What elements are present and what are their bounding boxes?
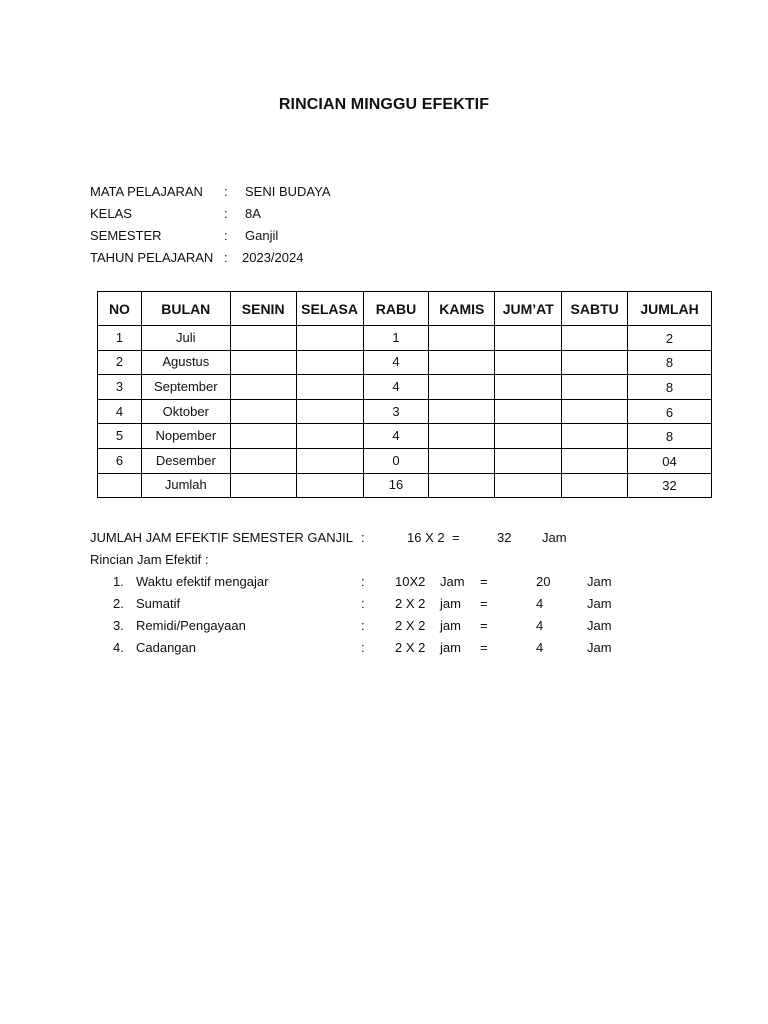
cell-no: 4 xyxy=(98,399,142,424)
cell-bulan: September xyxy=(141,375,230,400)
item-unit2: Jam xyxy=(587,574,612,589)
cell-bulan: Desember xyxy=(141,448,230,473)
effective-weeks-table xyxy=(97,291,712,498)
item-formula: 2 X 2 xyxy=(395,618,426,633)
item-unit2: Jam xyxy=(587,618,612,633)
header-jumat: JUM’AT xyxy=(495,292,562,326)
summary-total-value: 32 xyxy=(497,530,512,545)
item-number: 1. xyxy=(113,574,124,589)
header-senin: SENIN xyxy=(230,292,296,326)
cell-senin xyxy=(230,399,296,424)
info-label: TAHUN PELAJARAN xyxy=(90,250,214,265)
cell-no: 6 xyxy=(98,448,142,473)
item-colon: : xyxy=(361,618,365,633)
cell-rabu: 0 xyxy=(363,448,429,473)
summary-total-colon: : xyxy=(361,530,365,545)
item-unit: jam xyxy=(440,596,461,611)
cell-jumlah: 8 xyxy=(628,375,712,400)
cell-sabtu xyxy=(562,326,628,351)
cell-bulan: Juli xyxy=(141,326,230,351)
item-unit: jam xyxy=(440,618,461,633)
cell-selasa xyxy=(296,448,363,473)
table-row xyxy=(98,424,712,449)
cell-jumat xyxy=(495,326,562,351)
table-row xyxy=(98,326,712,351)
item-value: 20 xyxy=(536,574,551,589)
cell-no xyxy=(98,473,142,498)
cell-rabu: 4 xyxy=(363,350,429,375)
summary-total-unit: Jam xyxy=(542,530,567,545)
info-row-tahun-pelajaran xyxy=(90,248,490,270)
cell-jumlah: 8 xyxy=(628,350,712,375)
cell-no: 3 xyxy=(98,375,142,400)
header-bulan: BULAN xyxy=(141,292,230,326)
cell-rabu: 1 xyxy=(363,326,429,351)
cell-sabtu xyxy=(562,399,628,424)
table-row xyxy=(98,375,712,400)
list-item xyxy=(90,572,690,594)
cell-no: 2 xyxy=(98,350,142,375)
cell-sabtu xyxy=(562,350,628,375)
cell-bulan: Nopember xyxy=(141,424,230,449)
info-label: SEMESTER xyxy=(90,228,162,243)
summary-total-row xyxy=(90,528,690,550)
cell-kamis xyxy=(429,326,495,351)
summary-block xyxy=(90,528,690,660)
cell-bulan: Oktober xyxy=(141,399,230,424)
cell-senin xyxy=(230,424,296,449)
cell-jumlah: 6 xyxy=(628,399,712,424)
cell-selasa xyxy=(296,424,363,449)
summary-detail-heading: Rincian Jam Efektif : xyxy=(90,552,209,567)
item-unit2: Jam xyxy=(587,596,612,611)
info-colon: : xyxy=(224,250,228,265)
item-value: 4 xyxy=(536,596,544,611)
item-eq: = xyxy=(480,596,488,611)
item-label: Cadangan xyxy=(136,640,196,655)
cell-jumlah: 04 xyxy=(628,448,712,473)
summary-detail-heading-row xyxy=(90,550,690,572)
page-title: RINCIAN MINGGU EFEKTIF xyxy=(278,96,490,113)
cell-jumat xyxy=(495,375,562,400)
cell-kamis xyxy=(429,424,495,449)
list-item xyxy=(90,638,690,660)
cell-senin xyxy=(230,326,296,351)
item-label: Remidi/Pengayaan xyxy=(136,618,246,633)
info-block xyxy=(90,182,490,270)
cell-rabu: 16 xyxy=(363,473,429,498)
item-eq: = xyxy=(480,618,488,633)
cell-kamis xyxy=(429,375,495,400)
item-formula: 10X2 xyxy=(395,574,426,589)
cell-sabtu xyxy=(562,424,628,449)
cell-selasa xyxy=(296,375,363,400)
cell-senin xyxy=(230,448,296,473)
info-label: KELAS xyxy=(90,206,132,221)
item-unit2: Jam xyxy=(587,640,612,655)
item-colon: : xyxy=(361,596,365,611)
cell-senin xyxy=(230,350,296,375)
info-colon: : xyxy=(224,206,228,221)
cell-bulan: Agustus xyxy=(141,350,230,375)
item-formula: 2 X 2 xyxy=(395,640,426,655)
info-row-semester xyxy=(90,226,490,248)
summary-total-label: JUMLAH JAM EFEKTIF SEMESTER GANJIL xyxy=(90,530,353,545)
table-row xyxy=(98,448,712,473)
item-colon: : xyxy=(361,640,365,655)
cell-jumlah: 32 xyxy=(628,473,712,498)
header-jumlah: JUMLAH xyxy=(628,292,712,326)
info-label: MATA PELAJARAN xyxy=(90,184,203,199)
cell-jumlah: 8 xyxy=(628,424,712,449)
table-row xyxy=(98,399,712,424)
cell-selasa xyxy=(296,326,363,351)
cell-senin xyxy=(230,375,296,400)
item-number: 2. xyxy=(113,596,124,611)
item-label: Sumatif xyxy=(136,596,181,611)
cell-jumat xyxy=(495,448,562,473)
list-item xyxy=(90,594,690,616)
table-total-row xyxy=(98,473,712,498)
cell-jumat xyxy=(495,424,562,449)
cell-selasa xyxy=(296,350,363,375)
header-rabu: RABU xyxy=(363,292,429,326)
item-value: 4 xyxy=(536,640,544,655)
info-value: 8A xyxy=(245,206,261,221)
cell-sabtu xyxy=(562,473,628,498)
header-sabtu: SABTU xyxy=(562,292,628,326)
item-eq: = xyxy=(480,640,488,655)
item-label: Waktu efektif mengajar xyxy=(136,574,269,589)
item-number: 4. xyxy=(113,640,124,655)
header-kamis: KAMIS xyxy=(429,292,495,326)
cell-kamis xyxy=(429,448,495,473)
header-selasa: SELASA xyxy=(296,292,363,326)
info-row-kelas xyxy=(90,204,490,226)
cell-selasa xyxy=(296,473,363,498)
summary-total-formula: 16 X 2 xyxy=(407,530,445,545)
table-row xyxy=(98,350,712,375)
info-value: 2023/2024 xyxy=(242,250,304,265)
info-colon: : xyxy=(224,184,228,199)
header-no: NO xyxy=(98,292,142,326)
item-value: 4 xyxy=(536,618,544,633)
cell-bulan: Jumlah xyxy=(141,473,230,498)
cell-kamis xyxy=(429,473,495,498)
list-item xyxy=(90,616,690,638)
cell-sabtu xyxy=(562,375,628,400)
info-value: SENI BUDAYA xyxy=(245,184,331,199)
info-row-mata-pelajaran xyxy=(90,182,490,204)
item-number: 3. xyxy=(113,618,124,633)
table-header-row xyxy=(98,292,712,326)
cell-rabu: 4 xyxy=(363,375,429,400)
cell-jumat xyxy=(495,399,562,424)
cell-rabu: 3 xyxy=(363,399,429,424)
cell-rabu: 4 xyxy=(363,424,429,449)
cell-selasa xyxy=(296,399,363,424)
cell-jumlah: 2 xyxy=(628,326,712,351)
cell-no: 5 xyxy=(98,424,142,449)
cell-kamis xyxy=(429,399,495,424)
cell-jumat xyxy=(495,473,562,498)
cell-senin xyxy=(230,473,296,498)
info-colon: : xyxy=(224,228,228,243)
info-value: Ganjil xyxy=(245,228,279,243)
cell-sabtu xyxy=(562,448,628,473)
item-unit: jam xyxy=(440,640,461,655)
item-eq: = xyxy=(480,574,488,589)
cell-no: 1 xyxy=(98,326,142,351)
item-formula: 2 X 2 xyxy=(395,596,426,611)
item-colon: : xyxy=(361,574,365,589)
cell-kamis xyxy=(429,350,495,375)
summary-total-eq: = xyxy=(452,530,460,545)
item-unit: Jam xyxy=(440,574,465,589)
cell-jumat xyxy=(495,350,562,375)
